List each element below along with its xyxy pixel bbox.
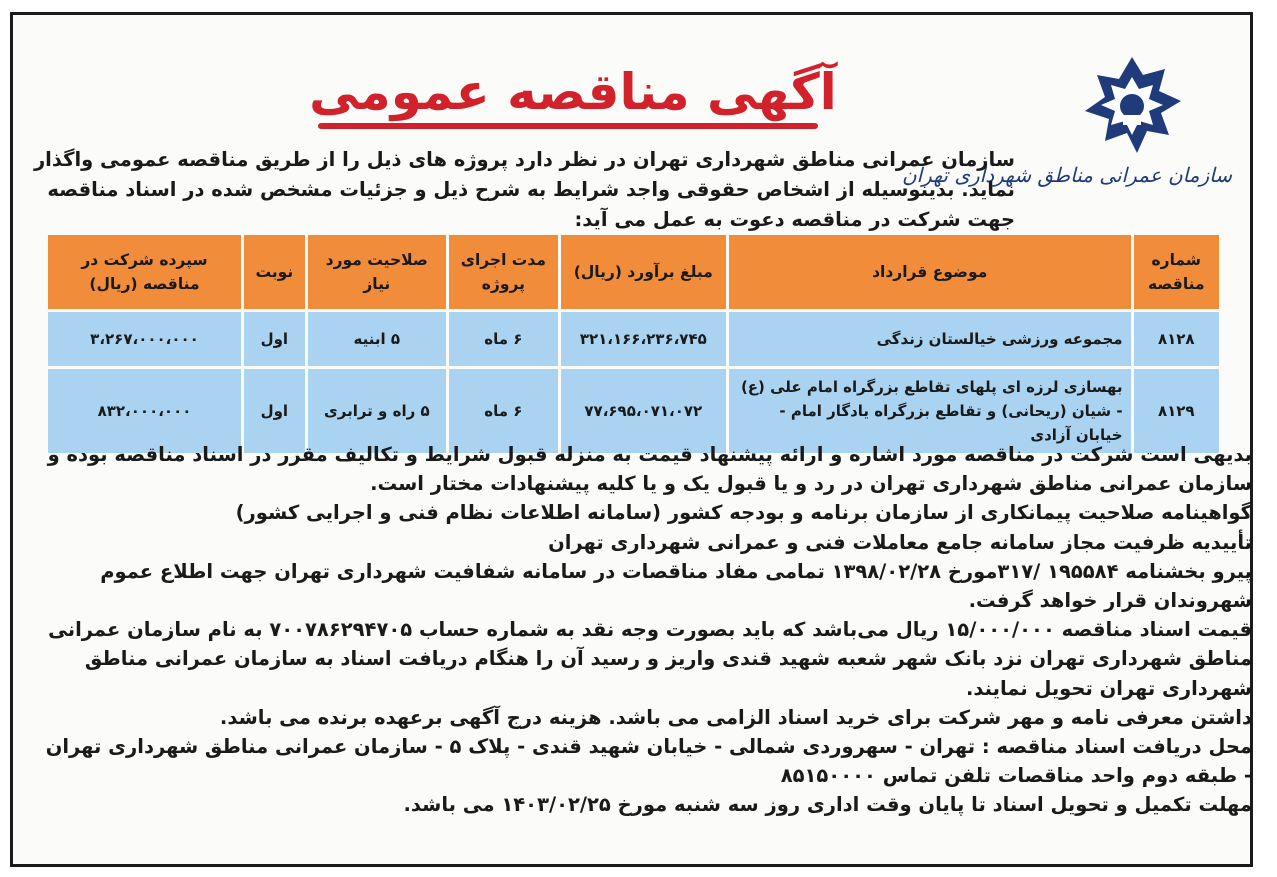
- cell-deposit: ۳،۲۶۷،۰۰۰،۰۰۰: [48, 312, 241, 366]
- header-number: شماره مناقصه: [1134, 235, 1219, 309]
- document-price-details: می‌باشد که باید بصورت وجه نقد به شماره حساب ۷۰۰۷۸۶۲۹۴۷۰۵ به نام سازمان عمرانی مناطق شهرداری تهران نزد بانک شهر شعبه شهید قندی واریز و رسید آن را هنگام دریافت اسناد به سازمان عمرانی مناطق شهرداری تهران تحویل نمایند.: [48, 618, 1252, 700]
- document-price: ۱۵/۰۰۰/۰۰۰ ریال: [895, 618, 1055, 642]
- header-round: نوبت: [244, 235, 305, 309]
- condition-capacity: تأییدیه ظرفیت مجاز سامانه جامع معاملات فنی و عمرانی شهرداری تهران: [548, 530, 1252, 554]
- emblem-icon: [1077, 55, 1187, 160]
- intro-org-name: سازمان عمرانی مناطق شهرداری تهران: [632, 148, 1015, 171]
- cell-number: ۸۱۲۹: [1134, 369, 1219, 453]
- submission-deadline: [42, 790, 1252, 819]
- condition-acceptance: بدیهی است شرکت در مناقصه مورد اشاره و ارائه پیشنهاد قیمت به منزله قبول شرایط و تکالیف مقرر در اسناد مناقصه بوده و سازمان عمرانی مناطق شهرداری تهران در رد و یا قبول یک و یا کلیه پیشنهادات مختار است.: [47, 443, 1252, 496]
- table-header-row: [48, 235, 1219, 309]
- intro-paragraph: [15, 145, 1015, 235]
- header-estimate: مبلغ برآورد (ریال): [561, 235, 726, 309]
- condition-document-price: [42, 615, 1252, 703]
- cell-qualification: ۵ راه و ترابری: [308, 369, 446, 453]
- document-price-prefix: قیمت اسناد مناقصه: [1054, 618, 1252, 642]
- header-duration: مدت اجرای پروژه: [449, 235, 558, 309]
- cell-estimate: ۷۷،۶۹۵،۰۷۱،۰۷۲: [561, 369, 726, 453]
- logo-caption: سازمان عمرانی مناطق شهرداری تهران: [901, 163, 1232, 187]
- cell-subject: بهسازی لرزه ای پلهای تقاطع بزرگراه امام علی (ع) - شیان (ریحانی) و تقاطع بزرگراه یادگار امام - خیابان آزادی: [729, 369, 1131, 453]
- cell-number: ۸۱۲۸: [1134, 312, 1219, 366]
- cell-duration: ۶ ماه: [449, 369, 558, 453]
- cell-estimate: ۳۲۱،۱۶۶،۲۳۶،۷۴۵: [561, 312, 726, 366]
- cell-subject: مجموعه ورزشی خیالستان زندگی: [729, 312, 1131, 366]
- condition-transparency: پیرو بخشنامه ۱۹۵۵۸۴ /۳۱۷مورخ ۱۳۹۸/۰۲/۲۸ تمامی مفاد مناقصات در سامانه شفافیت شهرداری تهران جهت اطلاع عموم شهروندان قرار خواهد گرفت.: [100, 559, 1252, 613]
- table-row: [48, 312, 1219, 366]
- condition-certificate: گواهینامه صلاحیت پیمانکاری از سازمان برنامه و بودجه کشور (سامانه اطلاعات نظام فنی و اجرایی کشور): [235, 501, 1252, 525]
- document-pickup-address: محل دریافت اسناد مناقصه : تهران - سهروردی شمالی - خیابان شهید قندی - پلاک ۵ - سازمان عمرانی مناطق شهرداری تهران - طبقه دوم واحد مناقصات تلفن تماس ۸۵۱۵۰۰۰۰: [45, 735, 1252, 788]
- title-underline: [318, 123, 818, 129]
- cell-duration: ۶ ماه: [449, 312, 558, 366]
- cell-deposit: ۸۳۲،۰۰۰،۰۰۰: [48, 369, 241, 453]
- header-deposit: سپرده شرکت در مناقصه (ریال): [48, 235, 241, 309]
- header-subject: موضوع قرارداد: [729, 235, 1131, 309]
- cell-round: اول: [244, 369, 305, 453]
- notice-title: آگهی مناقصه عمومی: [309, 63, 837, 121]
- tenders-table: [45, 232, 1222, 456]
- deadline-prefix: مهلت تکمیل و تحویل اسناد تا پایان وقت اداری روز: [758, 793, 1252, 817]
- intro-text: در نظر دارد پروژه های ذیل را از طریق مناقصه عمومی واگذار نماید. بدینوسیله از اشخاص حقوقی واجد شرایط به شرح ذیل و جزئیات مشخص شده در اسناد مناقصه جهت شرکت در مناقصه دعوت به عمل می آید:: [33, 148, 1015, 231]
- cell-qualification: ۵ ابنیه: [308, 312, 446, 366]
- deadline-suffix: می باشد.: [403, 793, 502, 817]
- deadline-date: سه شنبه مورخ ۱۴۰۳/۰۲/۲۵: [501, 793, 759, 817]
- cell-round: اول: [244, 312, 305, 366]
- header-qualification: صلاحیت مورد نیاز: [308, 235, 446, 309]
- organization-logo: [901, 55, 1232, 215]
- condition-introduction-letter: داشتن معرفی نامه و مهر شرکت برای خرید اسناد الزامی می باشد. هزینه درج آگهی برعهده برنده می باشد.: [219, 705, 1252, 729]
- conditions-text: [42, 440, 1252, 820]
